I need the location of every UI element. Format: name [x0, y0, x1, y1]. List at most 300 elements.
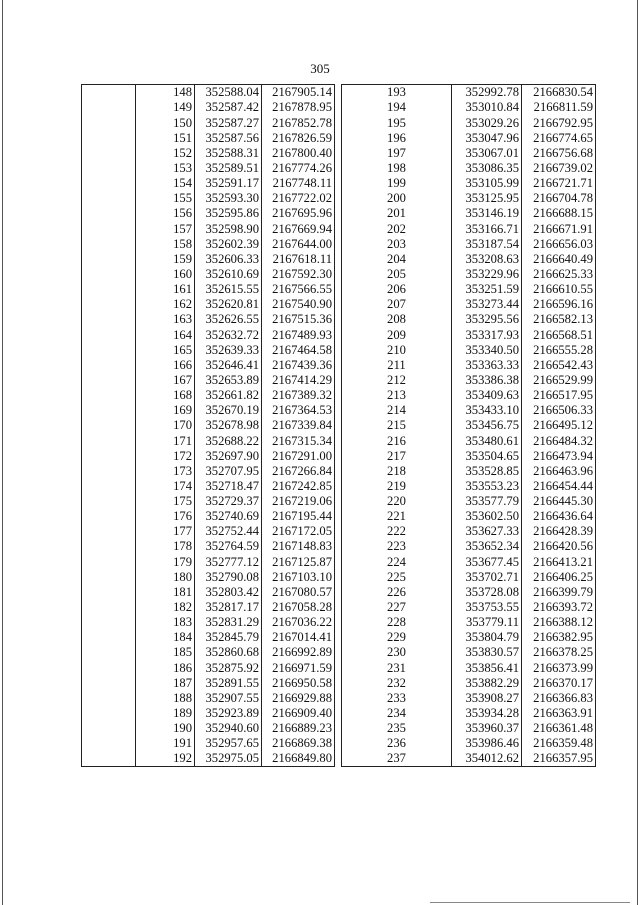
table-cell: 221 — [342, 509, 452, 524]
table-cell: 2166756.68 — [522, 146, 596, 161]
table-cell — [82, 403, 136, 418]
table-cell: 352923.89 — [195, 706, 262, 721]
table-cell: 192 — [136, 751, 195, 767]
table-cell: 233 — [342, 691, 452, 706]
table-cell: 209 — [342, 327, 452, 342]
table-cell: 2167748.11 — [262, 176, 335, 191]
table-cell: 230 — [342, 645, 452, 660]
table-cell: 2167905.14 — [262, 85, 335, 101]
table-cell: 214 — [342, 403, 452, 418]
table-row — [82, 282, 335, 297]
table-row — [82, 479, 335, 494]
table-cell: 205 — [342, 267, 452, 282]
table-cell: 353677.45 — [452, 554, 522, 569]
table-cell: 162 — [136, 297, 195, 312]
table-cell: 166 — [136, 358, 195, 373]
table-cell: 218 — [342, 464, 452, 479]
page-edge-left — [2, 0, 3, 905]
table-cell: 207 — [342, 297, 452, 312]
table-cell: 182 — [136, 600, 195, 615]
table-cell: 353960.37 — [452, 721, 522, 736]
table-cell: 352752.44 — [195, 524, 262, 539]
table-row — [82, 100, 335, 115]
table-cell: 353340.50 — [452, 342, 522, 357]
table-cell: 2166495.12 — [522, 418, 596, 433]
table-cell: 352845.79 — [195, 630, 262, 645]
table-row — [82, 115, 335, 130]
table-row — [342, 282, 596, 297]
table-row — [342, 494, 596, 509]
table-cell: 352588.04 — [195, 85, 262, 101]
table-cell — [82, 100, 136, 115]
table-row — [342, 585, 596, 600]
table-cell: 352803.42 — [195, 585, 262, 600]
table-row — [342, 418, 596, 433]
table-cell: 2166413.21 — [522, 554, 596, 569]
table-cell — [82, 464, 136, 479]
table-cell: 2166625.33 — [522, 267, 596, 282]
table-cell: 2166950.58 — [262, 675, 335, 690]
table-cell — [82, 509, 136, 524]
table-row — [342, 297, 596, 312]
coordinates-table-right-body — [342, 85, 596, 767]
table-row — [82, 146, 335, 161]
table-cell: 353528.85 — [452, 464, 522, 479]
table-cell: 2166610.55 — [522, 282, 596, 297]
table-cell: 354012.62 — [452, 751, 522, 767]
table-cell: 188 — [136, 691, 195, 706]
table-cell — [82, 706, 136, 721]
table-cell: 2166721.71 — [522, 176, 596, 191]
coordinates-table-left — [81, 84, 335, 767]
table-cell: 2166596.16 — [522, 297, 596, 312]
table-cell: 353602.50 — [452, 509, 522, 524]
table-row — [82, 524, 335, 539]
table-row — [342, 539, 596, 554]
table-row — [342, 691, 596, 706]
table-cell: 352639.33 — [195, 342, 262, 357]
table-cell: 185 — [136, 645, 195, 660]
table-cell: 353856.41 — [452, 660, 522, 675]
table-row — [82, 509, 335, 524]
table-cell: 352591.17 — [195, 176, 262, 191]
table-cell: 2167172.05 — [262, 524, 335, 539]
table-cell — [82, 600, 136, 615]
coordinates-table-left-body — [82, 85, 335, 767]
table-cell: 352740.69 — [195, 509, 262, 524]
table-cell: 352777.12 — [195, 554, 262, 569]
table-cell: 2167014.41 — [262, 630, 335, 645]
table-cell: 2166366.83 — [522, 691, 596, 706]
table-row — [342, 221, 596, 236]
table-cell: 227 — [342, 600, 452, 615]
table-row — [82, 342, 335, 357]
table-row — [342, 115, 596, 130]
table-cell: 2166357.95 — [522, 751, 596, 767]
table-cell: 2167315.34 — [262, 433, 335, 448]
table-cell: 170 — [136, 418, 195, 433]
table-row — [342, 570, 596, 585]
table-row — [342, 464, 596, 479]
table-cell: 2167618.11 — [262, 252, 335, 267]
table-cell: 2167125.87 — [262, 554, 335, 569]
table-cell — [82, 85, 136, 101]
table-row — [82, 373, 335, 388]
table-row — [342, 358, 596, 373]
table-cell: 2166671.91 — [522, 221, 596, 236]
table-cell: 2166378.25 — [522, 645, 596, 660]
table-cell: 2167364.53 — [262, 403, 335, 418]
table-row — [342, 751, 596, 767]
table-cell: 195 — [342, 115, 452, 130]
table-cell — [82, 751, 136, 767]
table-cell: 353553.23 — [452, 479, 522, 494]
table-cell: 232 — [342, 675, 452, 690]
table-cell: 202 — [342, 221, 452, 236]
table-row — [342, 736, 596, 751]
table-cell: 352907.55 — [195, 691, 262, 706]
table-cell: 352764.59 — [195, 539, 262, 554]
table-cell — [82, 282, 136, 297]
table-cell: 237 — [342, 751, 452, 767]
table-row — [82, 706, 335, 721]
table-cell: 353753.55 — [452, 600, 522, 615]
table-row — [342, 554, 596, 569]
table-cell: 2166542.43 — [522, 358, 596, 373]
table-cell: 2167389.32 — [262, 388, 335, 403]
table-cell — [82, 645, 136, 660]
table-cell — [82, 736, 136, 751]
table-cell: 2166382.95 — [522, 630, 596, 645]
table-cell: 352626.55 — [195, 312, 262, 327]
table-cell: 2166929.88 — [262, 691, 335, 706]
table-cell: 217 — [342, 448, 452, 463]
table-cell: 2166473.94 — [522, 448, 596, 463]
table-cell: 352632.72 — [195, 327, 262, 342]
table-cell: 353702.71 — [452, 570, 522, 585]
table-cell: 154 — [136, 176, 195, 191]
table-cell: 203 — [342, 236, 452, 251]
table-cell: 352678.98 — [195, 418, 262, 433]
table-cell: 352697.90 — [195, 448, 262, 463]
table-cell: 2166971.59 — [262, 660, 335, 675]
table-cell: 2167339.84 — [262, 418, 335, 433]
table-cell: 352790.08 — [195, 570, 262, 585]
table-cell: 2167489.93 — [262, 327, 335, 342]
table-cell: 175 — [136, 494, 195, 509]
table-row — [82, 267, 335, 282]
table-row — [82, 327, 335, 342]
table-cell: 181 — [136, 585, 195, 600]
table-cell: 352602.39 — [195, 236, 262, 251]
table-cell: 353456.75 — [452, 418, 522, 433]
table-cell: 353882.29 — [452, 675, 522, 690]
table-cell — [82, 630, 136, 645]
table-row — [82, 312, 335, 327]
table-cell: 208 — [342, 312, 452, 327]
table-cell: 149 — [136, 100, 195, 115]
table-row — [342, 675, 596, 690]
table-row — [342, 403, 596, 418]
table-cell: 352610.69 — [195, 267, 262, 282]
table-cell: 216 — [342, 433, 452, 448]
table-row — [82, 615, 335, 630]
table-cell — [82, 675, 136, 690]
table-row — [342, 660, 596, 675]
table-cell: 200 — [342, 191, 452, 206]
table-cell: 2167592.30 — [262, 267, 335, 282]
table-row — [82, 433, 335, 448]
table-cell: 194 — [342, 100, 452, 115]
table-cell: 353208.63 — [452, 252, 522, 267]
table-cell: 224 — [342, 554, 452, 569]
table-cell: 353166.71 — [452, 221, 522, 236]
table-cell: 352587.42 — [195, 100, 262, 115]
table-cell: 352875.92 — [195, 660, 262, 675]
table-row — [342, 236, 596, 251]
table-cell — [82, 252, 136, 267]
table-row — [342, 630, 596, 645]
table-cell: 353251.59 — [452, 282, 522, 297]
table-cell: 2166582.13 — [522, 312, 596, 327]
table-cell: 2166436.64 — [522, 509, 596, 524]
table-cell — [82, 115, 136, 130]
table-cell: 2167826.59 — [262, 130, 335, 145]
table-cell — [82, 524, 136, 539]
table-cell: 352688.22 — [195, 433, 262, 448]
table-cell: 353067.01 — [452, 146, 522, 161]
table-cell: 159 — [136, 252, 195, 267]
table-cell — [82, 539, 136, 554]
table-row — [342, 388, 596, 403]
table-cell: 352593.30 — [195, 191, 262, 206]
table-cell: 163 — [136, 312, 195, 327]
table-cell: 2166889.23 — [262, 721, 335, 736]
table-cell: 2166992.89 — [262, 645, 335, 660]
table-row — [82, 297, 335, 312]
table-cell: 2166517.95 — [522, 388, 596, 403]
table-cell: 206 — [342, 282, 452, 297]
table-cell: 2166406.25 — [522, 570, 596, 585]
table-cell: 153 — [136, 161, 195, 176]
table-cell: 204 — [342, 252, 452, 267]
table-cell: 353295.56 — [452, 312, 522, 327]
table-cell: 352975.05 — [195, 751, 262, 767]
table-cell: 235 — [342, 721, 452, 736]
table-cell: 353229.96 — [452, 267, 522, 282]
table-cell: 2166363.91 — [522, 706, 596, 721]
table-cell: 2167695.96 — [262, 206, 335, 221]
table-cell: 199 — [342, 176, 452, 191]
table-cell: 2167878.95 — [262, 100, 335, 115]
table-cell: 2166869.38 — [262, 736, 335, 751]
table-cell: 2166774.65 — [522, 130, 596, 145]
table-cell: 353086.35 — [452, 161, 522, 176]
table-row — [342, 327, 596, 342]
table-cell — [82, 312, 136, 327]
table-row — [82, 585, 335, 600]
table-row — [82, 403, 335, 418]
table-cell — [82, 327, 136, 342]
table-row — [342, 509, 596, 524]
table-cell: 352891.55 — [195, 675, 262, 690]
table-cell: 2167644.00 — [262, 236, 335, 251]
table-cell: 191 — [136, 736, 195, 751]
table-cell: 219 — [342, 479, 452, 494]
table-cell: 353728.08 — [452, 585, 522, 600]
table-cell: 156 — [136, 206, 195, 221]
table-row — [82, 191, 335, 206]
table-row — [342, 600, 596, 615]
table-row — [82, 252, 335, 267]
table-cell — [82, 358, 136, 373]
table-cell: 352940.60 — [195, 721, 262, 736]
table-row — [82, 236, 335, 251]
table-cell: 352653.89 — [195, 373, 262, 388]
table-cell: 169 — [136, 403, 195, 418]
page-edge-right — [637, 0, 638, 905]
table-cell: 152 — [136, 146, 195, 161]
table-cell: 176 — [136, 509, 195, 524]
table-row — [82, 630, 335, 645]
table-cell: 353779.11 — [452, 615, 522, 630]
table-cell — [82, 494, 136, 509]
page-number: 305 — [310, 61, 330, 76]
table-cell: 353577.79 — [452, 494, 522, 509]
table-cell: 352718.47 — [195, 479, 262, 494]
table-cell: 2167439.36 — [262, 358, 335, 373]
table-cell: 2167080.57 — [262, 585, 335, 600]
table-cell: 193 — [342, 85, 452, 101]
table-row — [82, 751, 335, 767]
table-cell: 353105.99 — [452, 176, 522, 191]
table-cell — [82, 373, 136, 388]
table-cell: 353409.63 — [452, 388, 522, 403]
table-cell: 352598.90 — [195, 221, 262, 236]
table-cell: 167 — [136, 373, 195, 388]
table-cell: 160 — [136, 267, 195, 282]
table-cell — [82, 297, 136, 312]
table-cell: 352831.29 — [195, 615, 262, 630]
table-cell: 2166361.48 — [522, 721, 596, 736]
table-cell — [82, 418, 136, 433]
table-row — [82, 388, 335, 403]
table-cell: 2167566.55 — [262, 282, 335, 297]
table-cell: 353934.28 — [452, 706, 522, 721]
table-cell: 353433.10 — [452, 403, 522, 418]
table-cell: 2166640.49 — [522, 252, 596, 267]
table-cell: 352620.81 — [195, 297, 262, 312]
table-cell — [82, 433, 136, 448]
table-row — [82, 85, 335, 101]
table-cell: 353652.34 — [452, 539, 522, 554]
table-cell: 2166568.51 — [522, 327, 596, 342]
table-cell: 353627.33 — [452, 524, 522, 539]
table-cell: 234 — [342, 706, 452, 721]
table-row — [82, 418, 335, 433]
table-row — [82, 176, 335, 191]
table-cell: 2166849.80 — [262, 751, 335, 767]
table-cell: 171 — [136, 433, 195, 448]
table-cell: 353830.57 — [452, 645, 522, 660]
table-cell: 2166393.72 — [522, 600, 596, 615]
table-cell: 168 — [136, 388, 195, 403]
table-row — [342, 645, 596, 660]
table-cell: 215 — [342, 418, 452, 433]
table-cell: 177 — [136, 524, 195, 539]
table-cell: 158 — [136, 236, 195, 251]
table-row — [82, 494, 335, 509]
table-cell: 226 — [342, 585, 452, 600]
table-cell: 222 — [342, 524, 452, 539]
table-cell: 2167800.40 — [262, 146, 335, 161]
table-cell: 352992.78 — [452, 85, 522, 101]
table-row — [342, 252, 596, 267]
table-cell — [82, 388, 136, 403]
table-cell: 197 — [342, 146, 452, 161]
table-cell: 2166704.78 — [522, 191, 596, 206]
table-cell: 2166555.28 — [522, 342, 596, 357]
table-row — [342, 176, 596, 191]
table-cell — [82, 146, 136, 161]
table-cell — [82, 615, 136, 630]
table-cell — [82, 691, 136, 706]
table-cell — [82, 585, 136, 600]
table-cell: 2166388.12 — [522, 615, 596, 630]
table-cell: 353029.26 — [452, 115, 522, 130]
table-row — [82, 570, 335, 585]
table-cell: 353146.19 — [452, 206, 522, 221]
table-cell: 2166373.99 — [522, 660, 596, 675]
table-cell: 165 — [136, 342, 195, 357]
table-cell: 157 — [136, 221, 195, 236]
table-cell: 2166688.15 — [522, 206, 596, 221]
table-cell: 229 — [342, 630, 452, 645]
table-cell: 2167036.22 — [262, 615, 335, 630]
table-row — [82, 221, 335, 236]
table-cell: 201 — [342, 206, 452, 221]
table-row — [82, 721, 335, 736]
table-cell: 2167852.78 — [262, 115, 335, 130]
table-row — [82, 448, 335, 463]
table-cell: 2167722.02 — [262, 191, 335, 206]
table-cell: 148 — [136, 85, 195, 101]
table-row — [342, 85, 596, 101]
table-cell: 151 — [136, 130, 195, 145]
table-cell: 352729.37 — [195, 494, 262, 509]
table-row — [342, 433, 596, 448]
table-row — [342, 524, 596, 539]
table-cell — [82, 448, 136, 463]
table-cell: 352670.19 — [195, 403, 262, 418]
table-cell: 2166529.99 — [522, 373, 596, 388]
table-cell: 2167540.90 — [262, 297, 335, 312]
table-row — [82, 736, 335, 751]
table-cell: 179 — [136, 554, 195, 569]
table-row — [342, 615, 596, 630]
table-cell: 150 — [136, 115, 195, 130]
table-cell: 178 — [136, 539, 195, 554]
table-cell: 2166359.48 — [522, 736, 596, 751]
table-cell — [82, 570, 136, 585]
table-row — [342, 721, 596, 736]
table-cell: 2167774.26 — [262, 161, 335, 176]
table-cell: 210 — [342, 342, 452, 357]
table-row — [342, 373, 596, 388]
table-row — [82, 130, 335, 145]
table-row — [82, 645, 335, 660]
table-row — [342, 161, 596, 176]
